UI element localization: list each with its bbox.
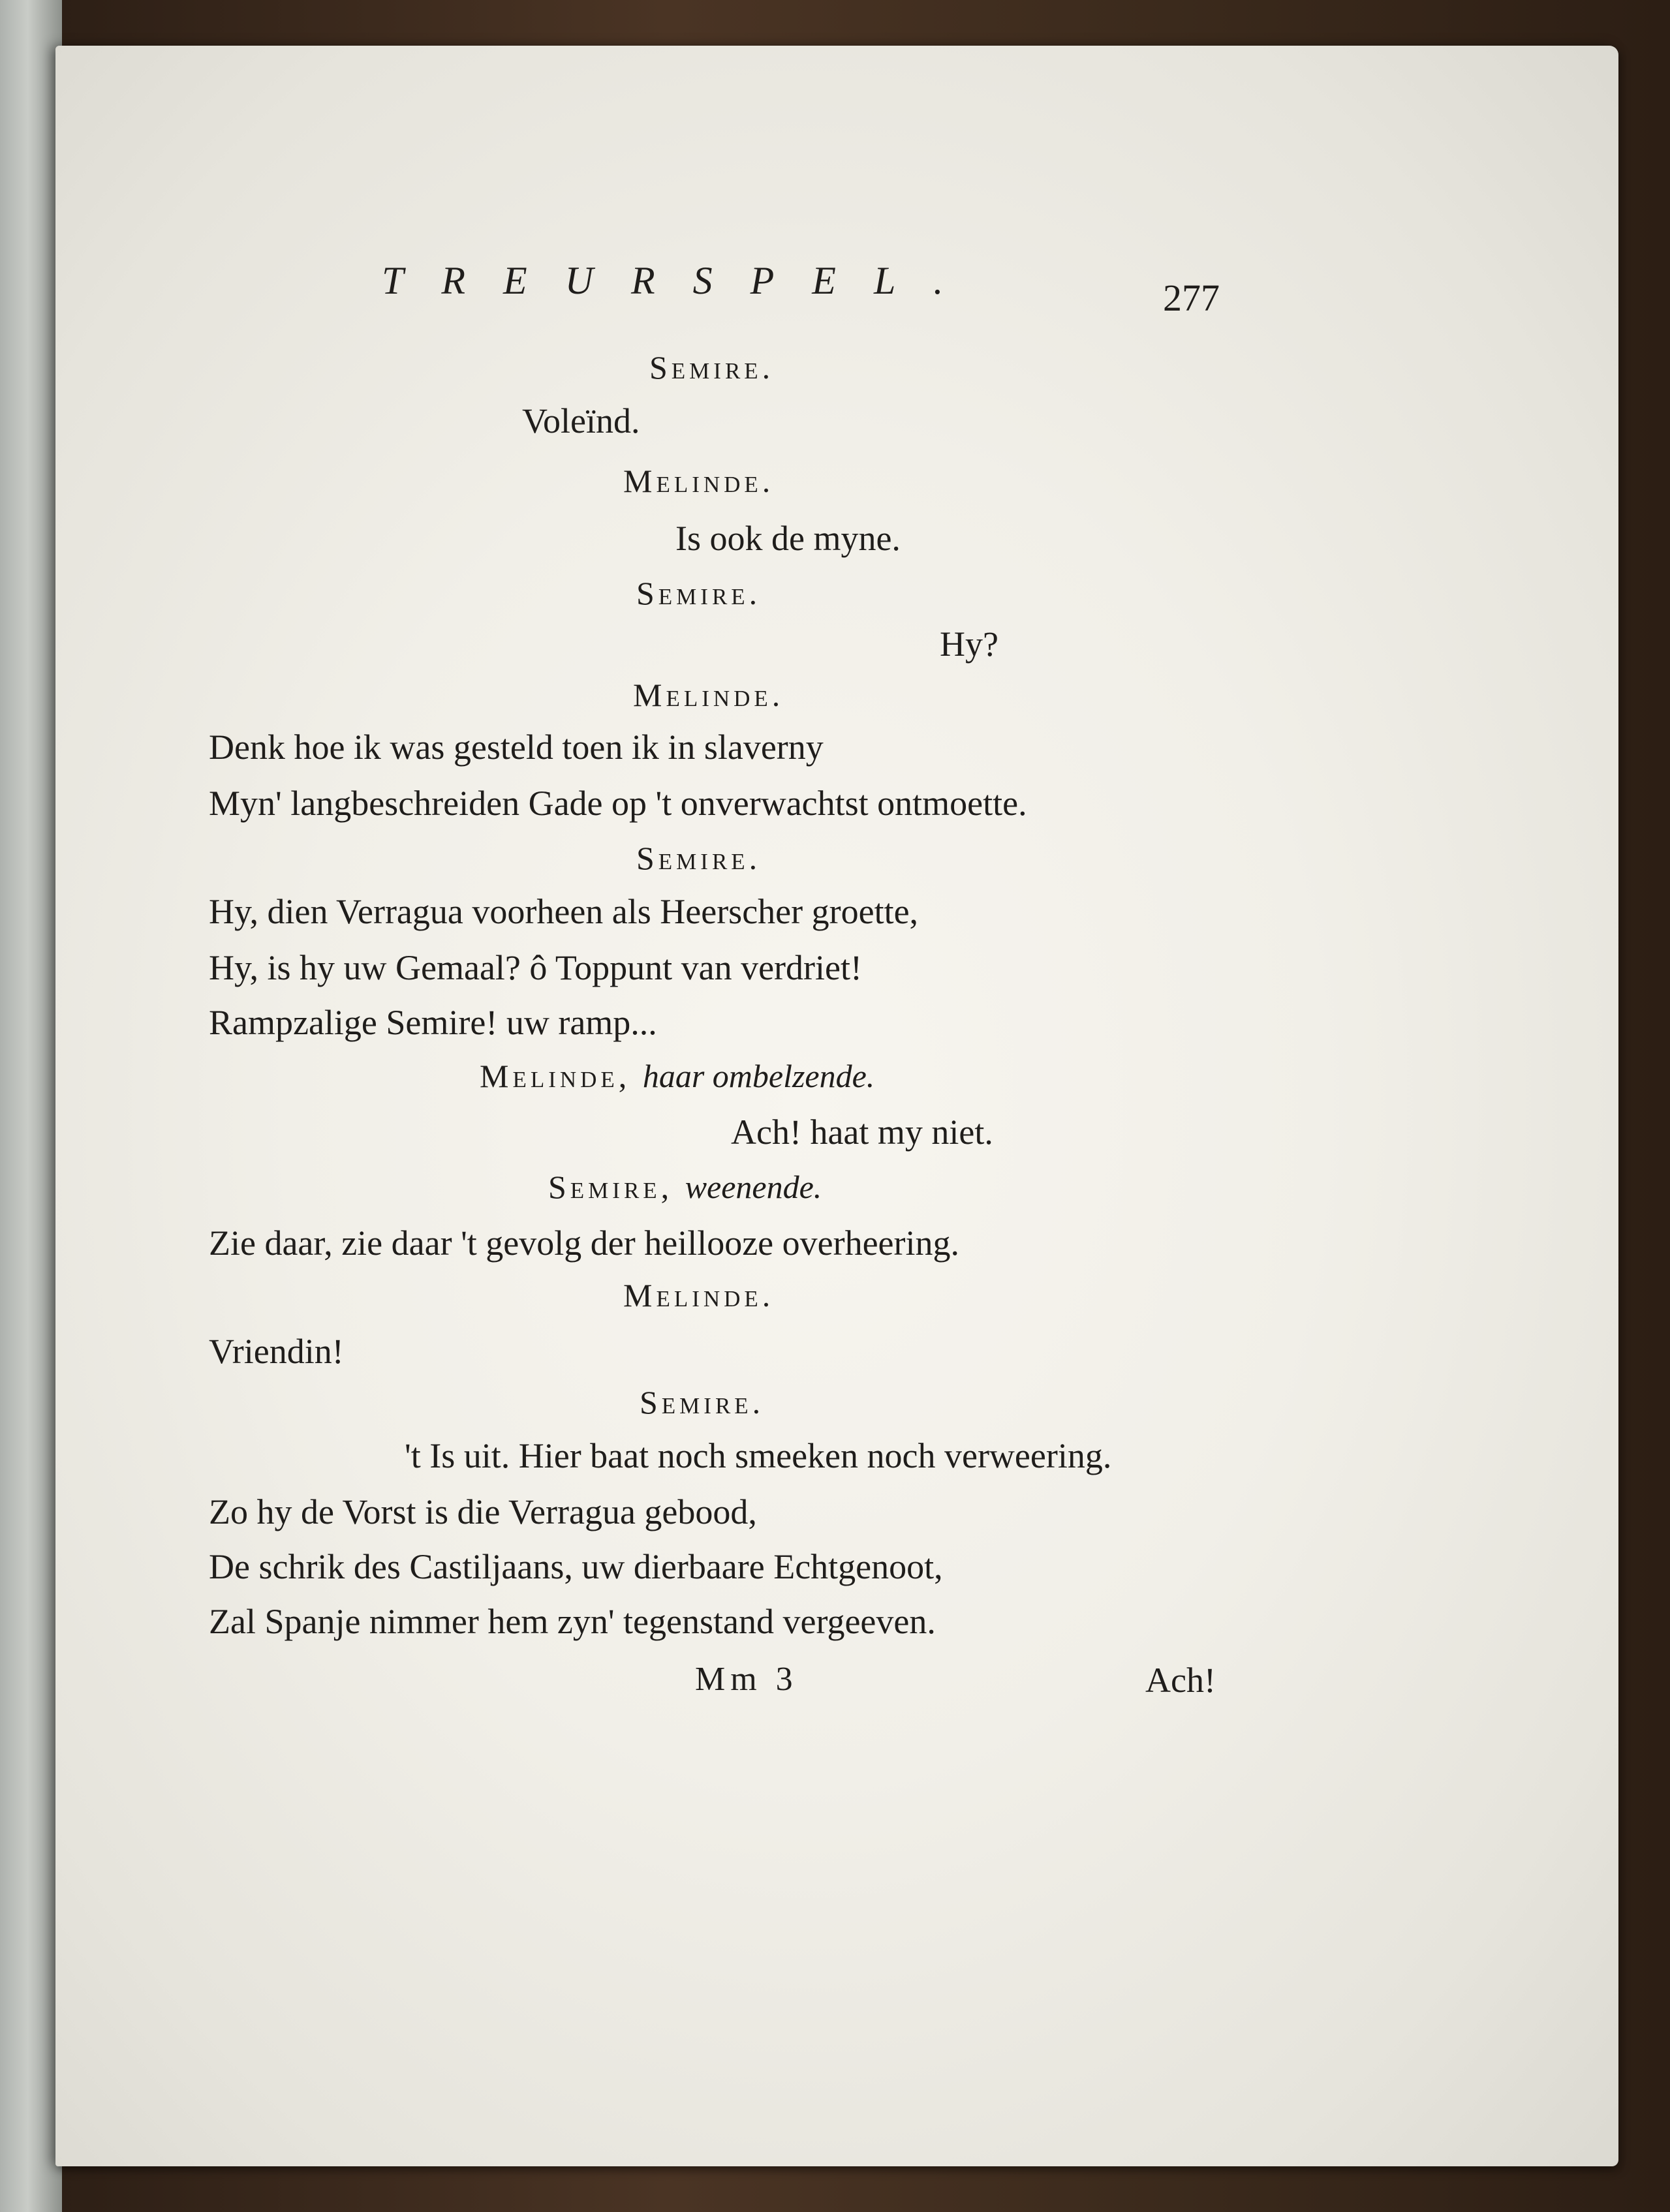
verse-line: Myn' langbeschreiden Gade op 't onverwachtst ontmoette. xyxy=(209,784,1027,823)
verse-line: Denk hoe ik was gesteld toen ik in slaverny xyxy=(209,728,824,767)
speaker-name: Semire. xyxy=(649,349,775,386)
speaker-name: Semire. xyxy=(640,1384,765,1421)
speaker-with-direction xyxy=(548,1171,822,1203)
speaker-name: Melinde, xyxy=(480,1058,631,1094)
speaker-name: Melinde. xyxy=(623,1277,775,1313)
verse-line: Zie daar, zie daar 't gevolg der heillooze overheering. xyxy=(209,1223,960,1263)
verse-line: Voleïnd. xyxy=(522,401,640,440)
verse-line: Ach! haat my niet. xyxy=(731,1113,993,1152)
speaker-name: Melinde. xyxy=(623,463,775,499)
facing-page-edge xyxy=(0,0,62,2212)
speaker-name: Semire. xyxy=(636,575,762,611)
verse-line: Zo hy de Vorst is die Verragua gebood, xyxy=(209,1492,757,1531)
verse-line: Rampzalige Semire! uw ramp... xyxy=(209,1003,657,1042)
catchword: Ach! xyxy=(1145,1661,1216,1700)
stage-direction: weenende. xyxy=(685,1169,822,1205)
page-number: 277 xyxy=(1163,277,1220,319)
verse-line: Hy? xyxy=(940,624,998,664)
verse-line: Hy, is hy uw Gemaal? ô Toppunt van verdriet! xyxy=(209,948,862,987)
verse-line: 't Is uit. Hier baat noch smeeken noch verweering. xyxy=(405,1436,1112,1475)
speaker-name: Semire, xyxy=(548,1169,673,1205)
signature-mark: Mm 3 xyxy=(695,1661,798,1698)
verse-line: Zal Spanje nimmer hem zyn' tegenstand vergeeven. xyxy=(209,1602,936,1641)
speaker-name: Semire. xyxy=(636,840,762,876)
running-head: TREURSPEL. xyxy=(382,259,982,302)
speaker-name: Melinde. xyxy=(633,677,784,713)
verse-line: De schrik des Castiljaans, uw dierbaare Echtgenoot, xyxy=(209,1547,943,1586)
book-page xyxy=(55,46,1618,2166)
verse-line: Is ook de myne. xyxy=(675,519,901,558)
verse-line: Vriendin! xyxy=(209,1332,344,1371)
speaker-with-direction xyxy=(480,1060,874,1092)
verse-line: Hy, dien Verragua voorheen als Heerscher groette, xyxy=(209,892,919,931)
stage-direction: haar ombelzende. xyxy=(642,1058,875,1094)
